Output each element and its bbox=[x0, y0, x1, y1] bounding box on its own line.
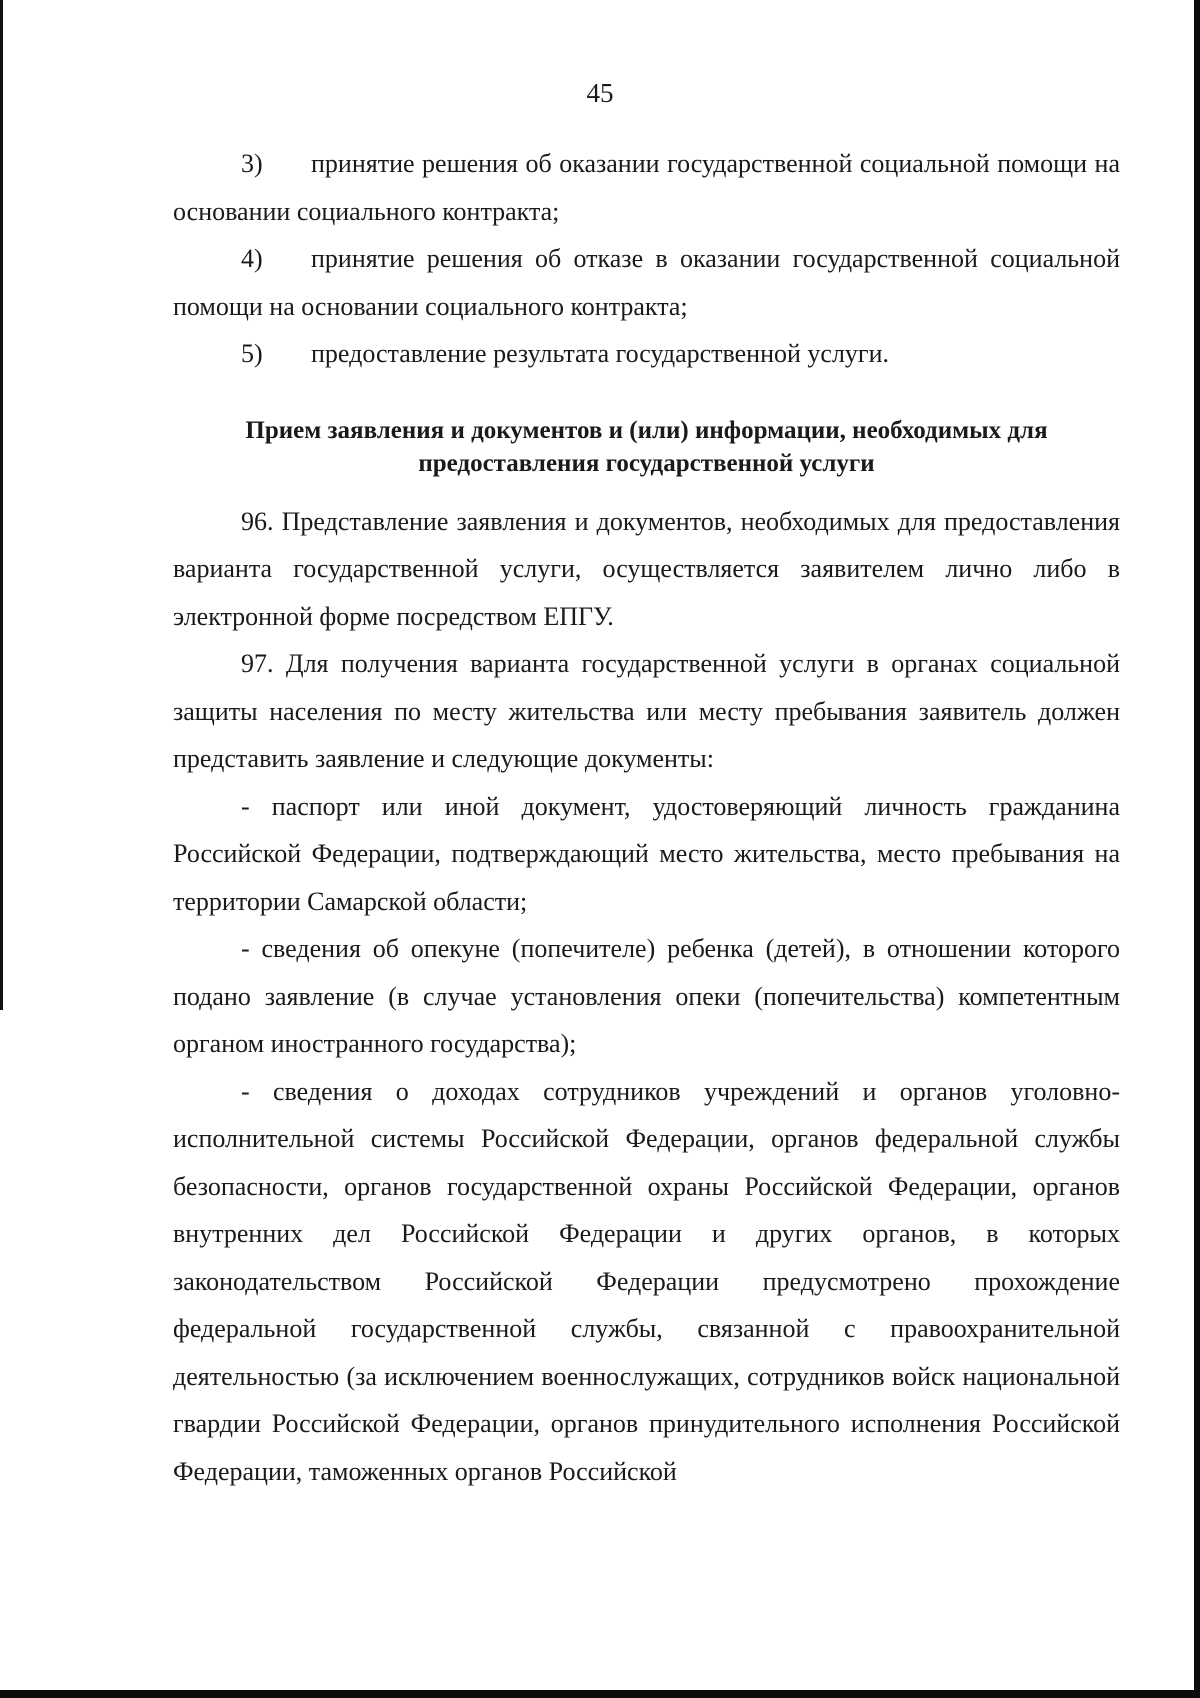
list-item-text: принятие решения об оказании государственной социальной помощи на основании социального контракта; bbox=[173, 149, 1120, 226]
section-heading-line-1: Прием заявления и документов и (или) информации, необходимых для bbox=[245, 416, 1048, 444]
scan-edge-left bbox=[0, 0, 3, 1010]
document-list-item-guardian: - сведения об опекуне (попечителе) ребенка (детей), в отношении которого подано заявление (в случае установления опеки (попечительства) компетентным органом иностранного государства); bbox=[173, 934, 1120, 1058]
page-number: 45 bbox=[586, 78, 614, 108]
list-item-text: предоставление результата государственной услуги. bbox=[311, 339, 890, 368]
document-body bbox=[173, 140, 1120, 1495]
list-item-5 bbox=[173, 330, 1120, 378]
paragraph-97: 97. Для получения варианта государственной услуги в органах социальной защиты населения по месту жительства или месту пребывания заявитель должен представить заявление и следующие документы: bbox=[173, 649, 1120, 773]
list-item-3 bbox=[173, 140, 1120, 235]
list-item-number: 5) bbox=[241, 339, 263, 368]
scan-edge-right bbox=[1194, 0, 1200, 1698]
list-item-text: принятие решения об отказе в оказании государственной социальной помощи на основании социального контракта; bbox=[173, 244, 1120, 321]
section-heading bbox=[173, 414, 1120, 480]
section-heading-line-2: предоставления государственной услуги bbox=[418, 449, 875, 477]
scan-edge-bottom bbox=[0, 1690, 1200, 1698]
paragraph-96: 96. Представление заявления и документов, необходимых для предоставления варианта государственной услуги, осуществляется заявителем лично либо в электронной форме посредством ЕПГУ. bbox=[173, 506, 1120, 631]
list-item-number: 3) bbox=[241, 149, 263, 178]
list-item-number: 4) bbox=[241, 244, 263, 273]
list-item-4 bbox=[173, 235, 1120, 330]
document-list-item-income: - сведения о доходах сотрудников учреждений и органов уголовно-исполнительной системы Российской Федерации, органов федеральной службы безопасности, органов государственной охраны Российской Федерации, органов внутренних дел Российской Федерации и других органов, в которых законодательством Российской Федерации предусмотрено прохождение федеральной государственной службы, связанной с правоохранительной деятельностью (за исключением военнослужащих, сотрудников войск национальной гвардии Российской Федерации, органов принудительного исполнения Российской Федерации, таможенных органов Российской bbox=[173, 1076, 1120, 1486]
document-list-item-passport: - паспорт или иной документ, удостоверяющий личность гражданина Российской Федерации, подтверждающий место жительства, место пребывания на территории Самарской области; bbox=[173, 791, 1120, 916]
